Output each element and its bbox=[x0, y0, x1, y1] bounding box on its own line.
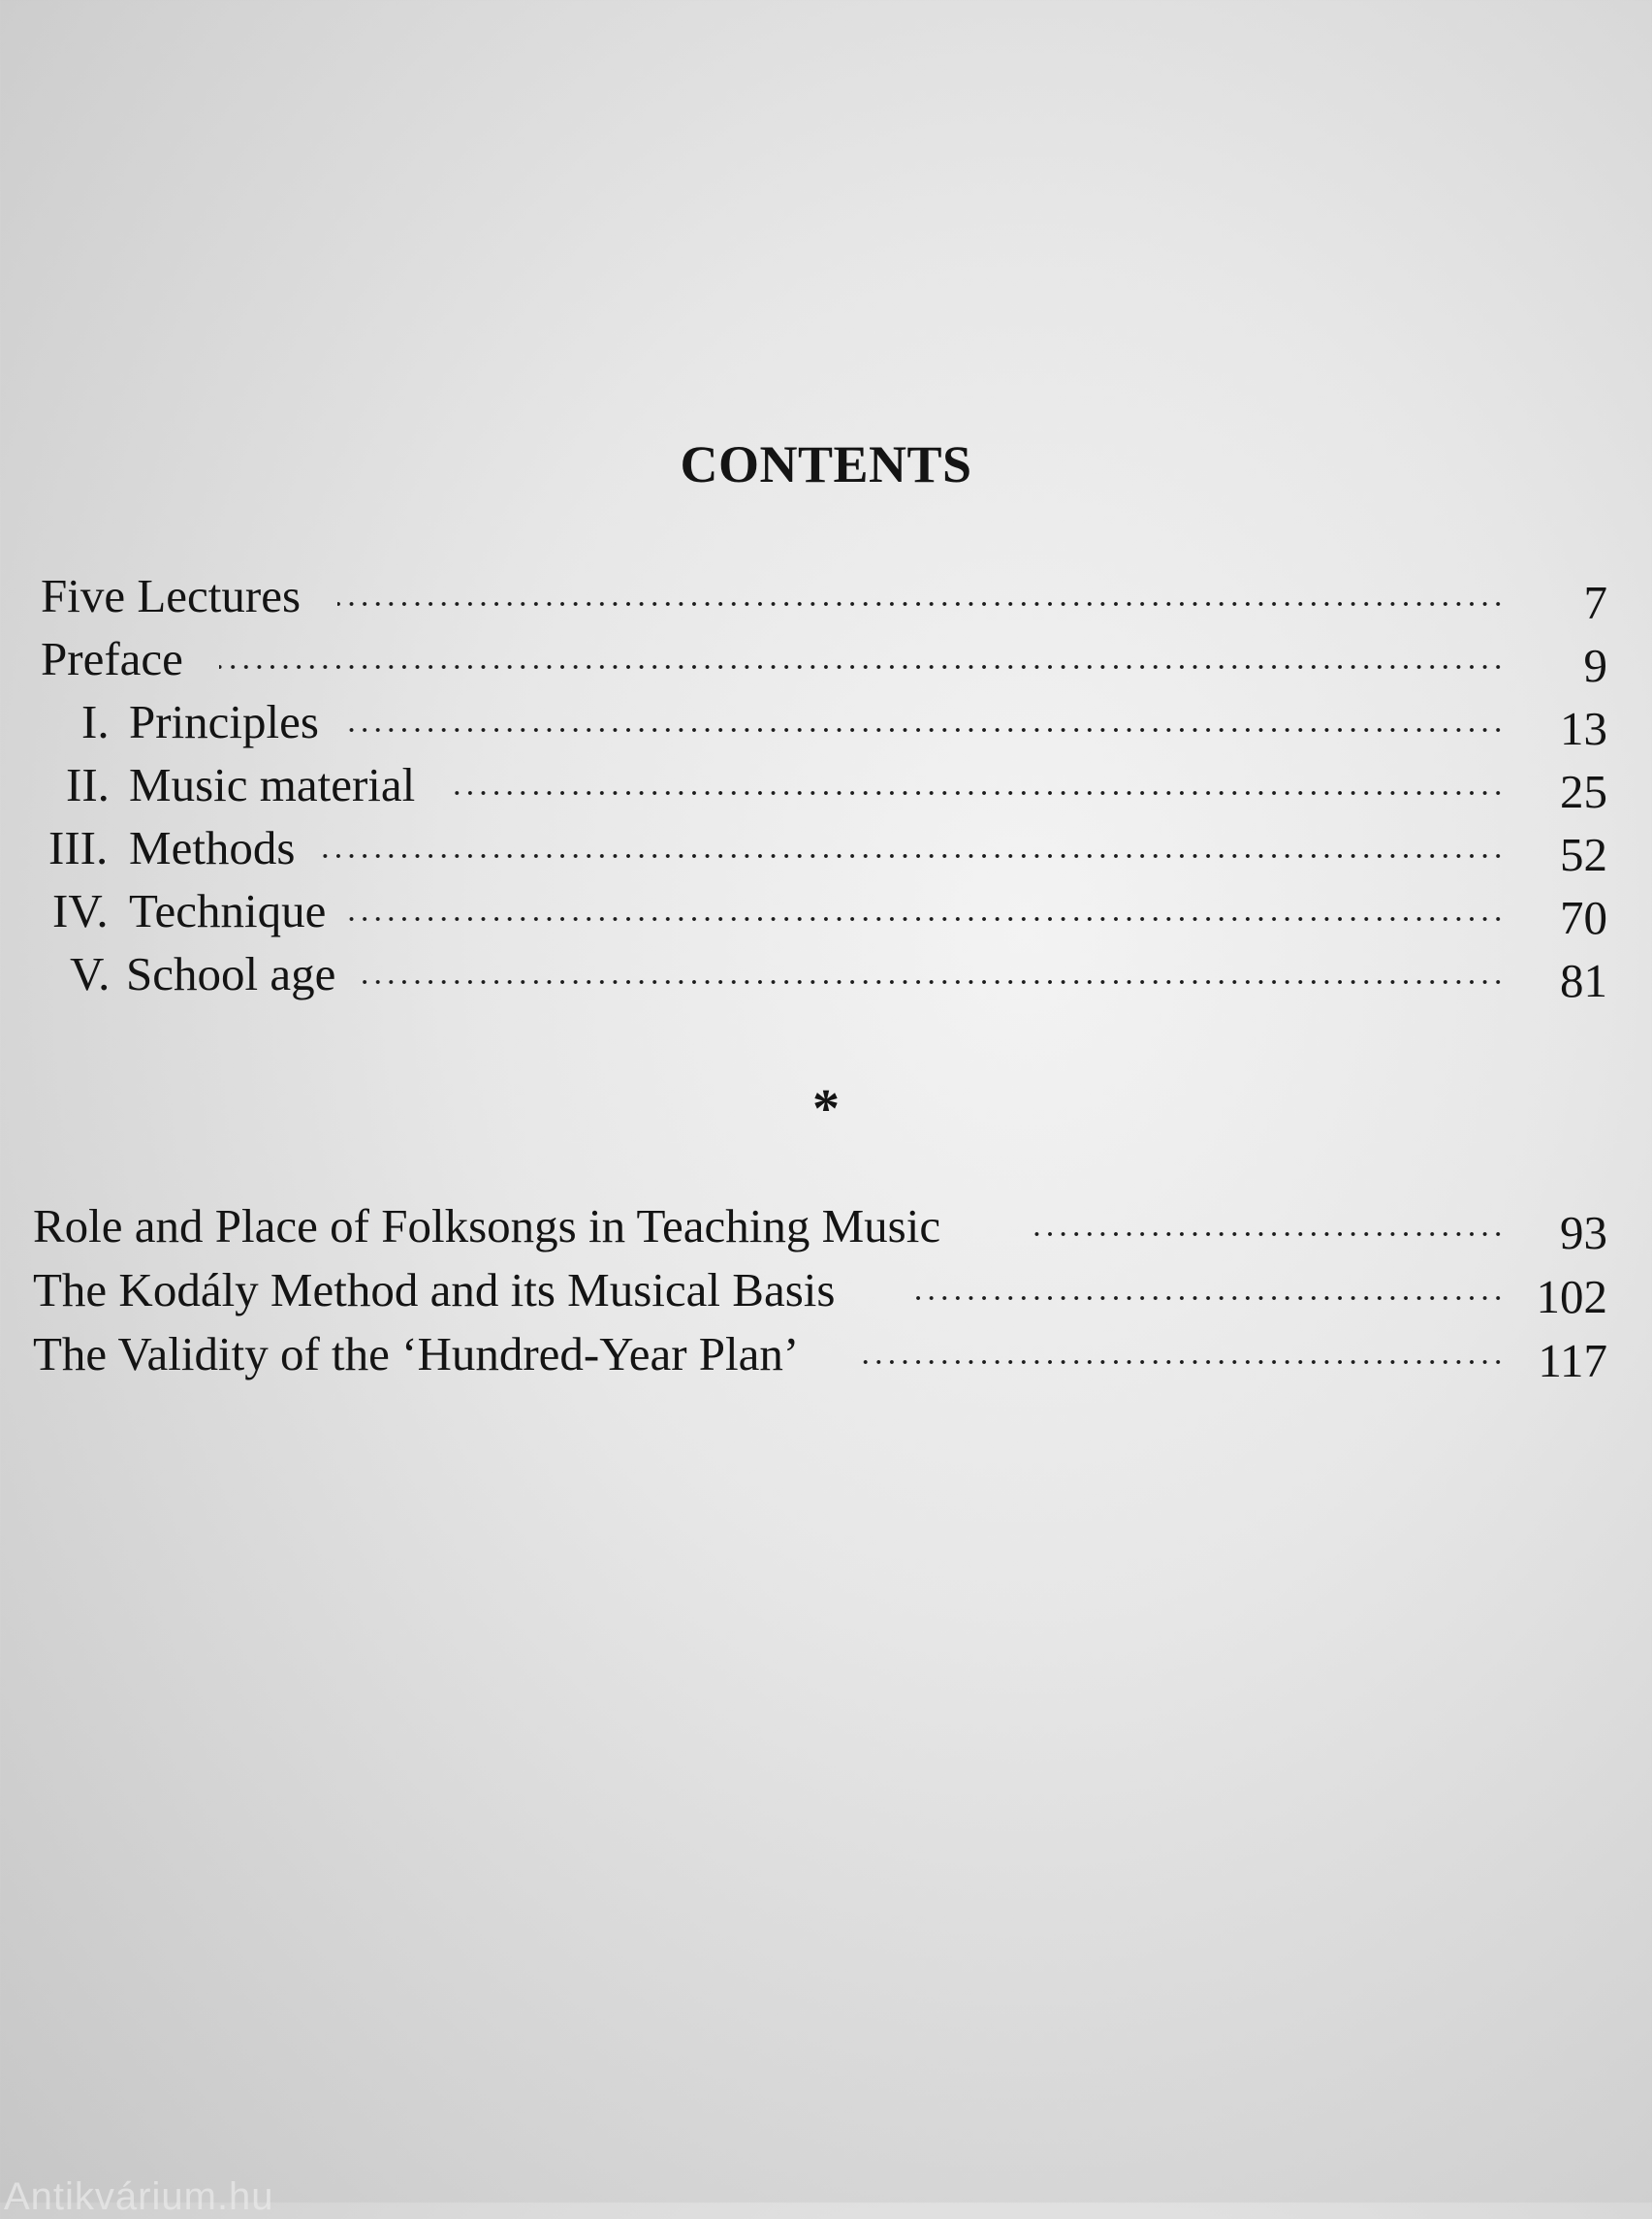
toc-entry-numeral: V. bbox=[70, 947, 111, 1000]
toc-entry bbox=[0, 753, 1652, 816]
toc-entry bbox=[0, 942, 1652, 1005]
toc-entry-page: 25 bbox=[1560, 765, 1607, 818]
toc-entry-title: Technique bbox=[129, 884, 327, 937]
contents-list-essays bbox=[0, 1194, 1652, 1386]
toc-entry-page: 13 bbox=[1560, 702, 1607, 755]
toc-entry-numeral: II. bbox=[66, 758, 110, 811]
toc-entry-page: 7 bbox=[1583, 576, 1607, 629]
page-title: CONTENTS bbox=[680, 435, 972, 493]
toc-entry-numeral: IV. bbox=[52, 884, 109, 937]
toc-entry-page: 93 bbox=[1560, 1206, 1607, 1259]
toc-entry-title: The Kodály Method and its Musical Basis bbox=[33, 1263, 836, 1316]
leader-dots bbox=[349, 727, 1505, 733]
toc-entry-title: School age bbox=[126, 947, 336, 1000]
leader-dots bbox=[337, 601, 1505, 607]
toc-entry bbox=[0, 1258, 1652, 1322]
toc-entry-title: Methods bbox=[129, 821, 296, 874]
toc-entry bbox=[0, 690, 1652, 753]
toc-entry-title: Preface bbox=[41, 632, 183, 685]
toc-entry bbox=[0, 1322, 1652, 1386]
toc-entry-page: 52 bbox=[1560, 828, 1607, 881]
leader-dots bbox=[1030, 1231, 1505, 1237]
toc-entry-numeral: III. bbox=[48, 821, 109, 874]
toc-entry-title: Five Lectures bbox=[41, 569, 302, 622]
toc-entry-title: The Validity of the ‘Hundred-Year Plan’ bbox=[33, 1327, 800, 1380]
toc-entry-numeral: I. bbox=[81, 695, 110, 748]
toc-entry-title: Role and Place of Folksongs in Teaching Music bbox=[33, 1199, 941, 1252]
toc-entry-page: 9 bbox=[1583, 639, 1607, 692]
section-separator: * bbox=[812, 1079, 840, 1139]
leader-dots bbox=[861, 1359, 1505, 1365]
leader-dots bbox=[219, 664, 1505, 670]
leader-dots bbox=[913, 1295, 1505, 1301]
toc-entry-page: 70 bbox=[1560, 891, 1607, 944]
toc-entry-title: Principles bbox=[129, 695, 319, 748]
contents-list-lectures bbox=[0, 564, 1652, 1005]
leader-dots bbox=[452, 790, 1505, 796]
toc-entry bbox=[0, 1194, 1652, 1258]
toc-entry-title: Music material bbox=[129, 758, 416, 811]
toc-entry bbox=[0, 564, 1652, 627]
toc-entry-page: 81 bbox=[1560, 954, 1607, 1007]
toc-entry bbox=[0, 816, 1652, 879]
leader-dots bbox=[363, 979, 1505, 985]
toc-entry bbox=[0, 879, 1652, 942]
toc-entry-page: 117 bbox=[1538, 1334, 1607, 1387]
watermark-text: Antikvárium.hu bbox=[4, 2175, 274, 2218]
leader-dots bbox=[349, 916, 1505, 922]
toc-entry-page: 102 bbox=[1536, 1270, 1607, 1323]
toc-entry bbox=[0, 627, 1652, 690]
leader-dots bbox=[320, 853, 1505, 859]
